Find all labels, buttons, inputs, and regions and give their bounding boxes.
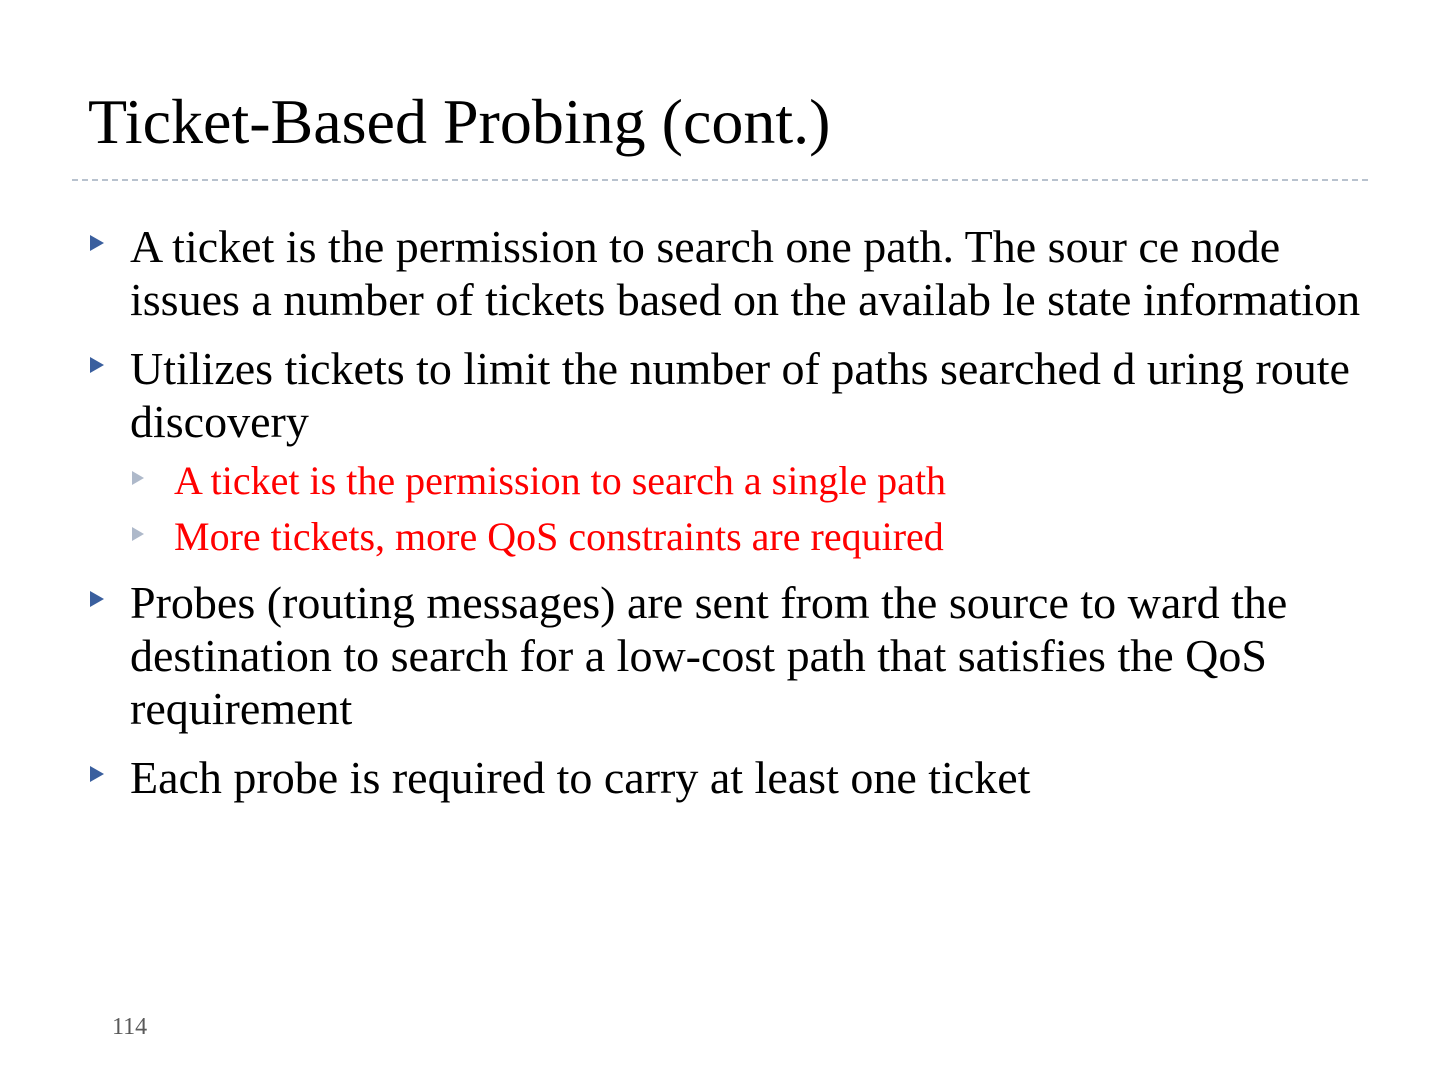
- bullet-arrow-icon: [90, 357, 104, 373]
- bullet-item: [88, 576, 1378, 735]
- bullet-item: [88, 751, 1378, 804]
- sub-bullet-item: [130, 514, 1378, 560]
- sub-bullet-arrow-icon: [132, 471, 144, 485]
- bullet-arrow-icon: [90, 235, 104, 251]
- sub-bullet-arrow-icon: [132, 527, 144, 541]
- title-divider: [72, 179, 1368, 181]
- bullet-arrow-icon: [90, 766, 104, 782]
- page-number: 114: [112, 1014, 148, 1040]
- bullet-text: Utilizes tickets to limit the number of paths searched d uring route discovery: [130, 343, 1350, 447]
- sub-bullet-item: [130, 458, 1378, 504]
- bullet-text: Probes (routing messages) are sent from the source to ward the destination to search for a low-cost path that satisfies the QoS requirement: [130, 577, 1288, 734]
- bullet-arrow-icon: [90, 591, 104, 607]
- sub-bullet-text: More tickets, more QoS constraints are required: [174, 514, 944, 559]
- sub-bullet-text: A ticket is the permission to search a single path: [174, 458, 947, 503]
- bullet-text: Each probe is required to carry at least one ticket: [130, 752, 1031, 803]
- bullet-item: [88, 342, 1378, 560]
- bullet-list: [88, 220, 1378, 820]
- bullet-item: [88, 220, 1378, 326]
- sub-bullet-list: [130, 458, 1378, 560]
- bullet-text: A ticket is the permission to search one path. The sour ce node issues a number of tickets based on the availab le state information: [130, 221, 1361, 325]
- slide-title: Ticket-Based Probing (cont.): [88, 86, 831, 157]
